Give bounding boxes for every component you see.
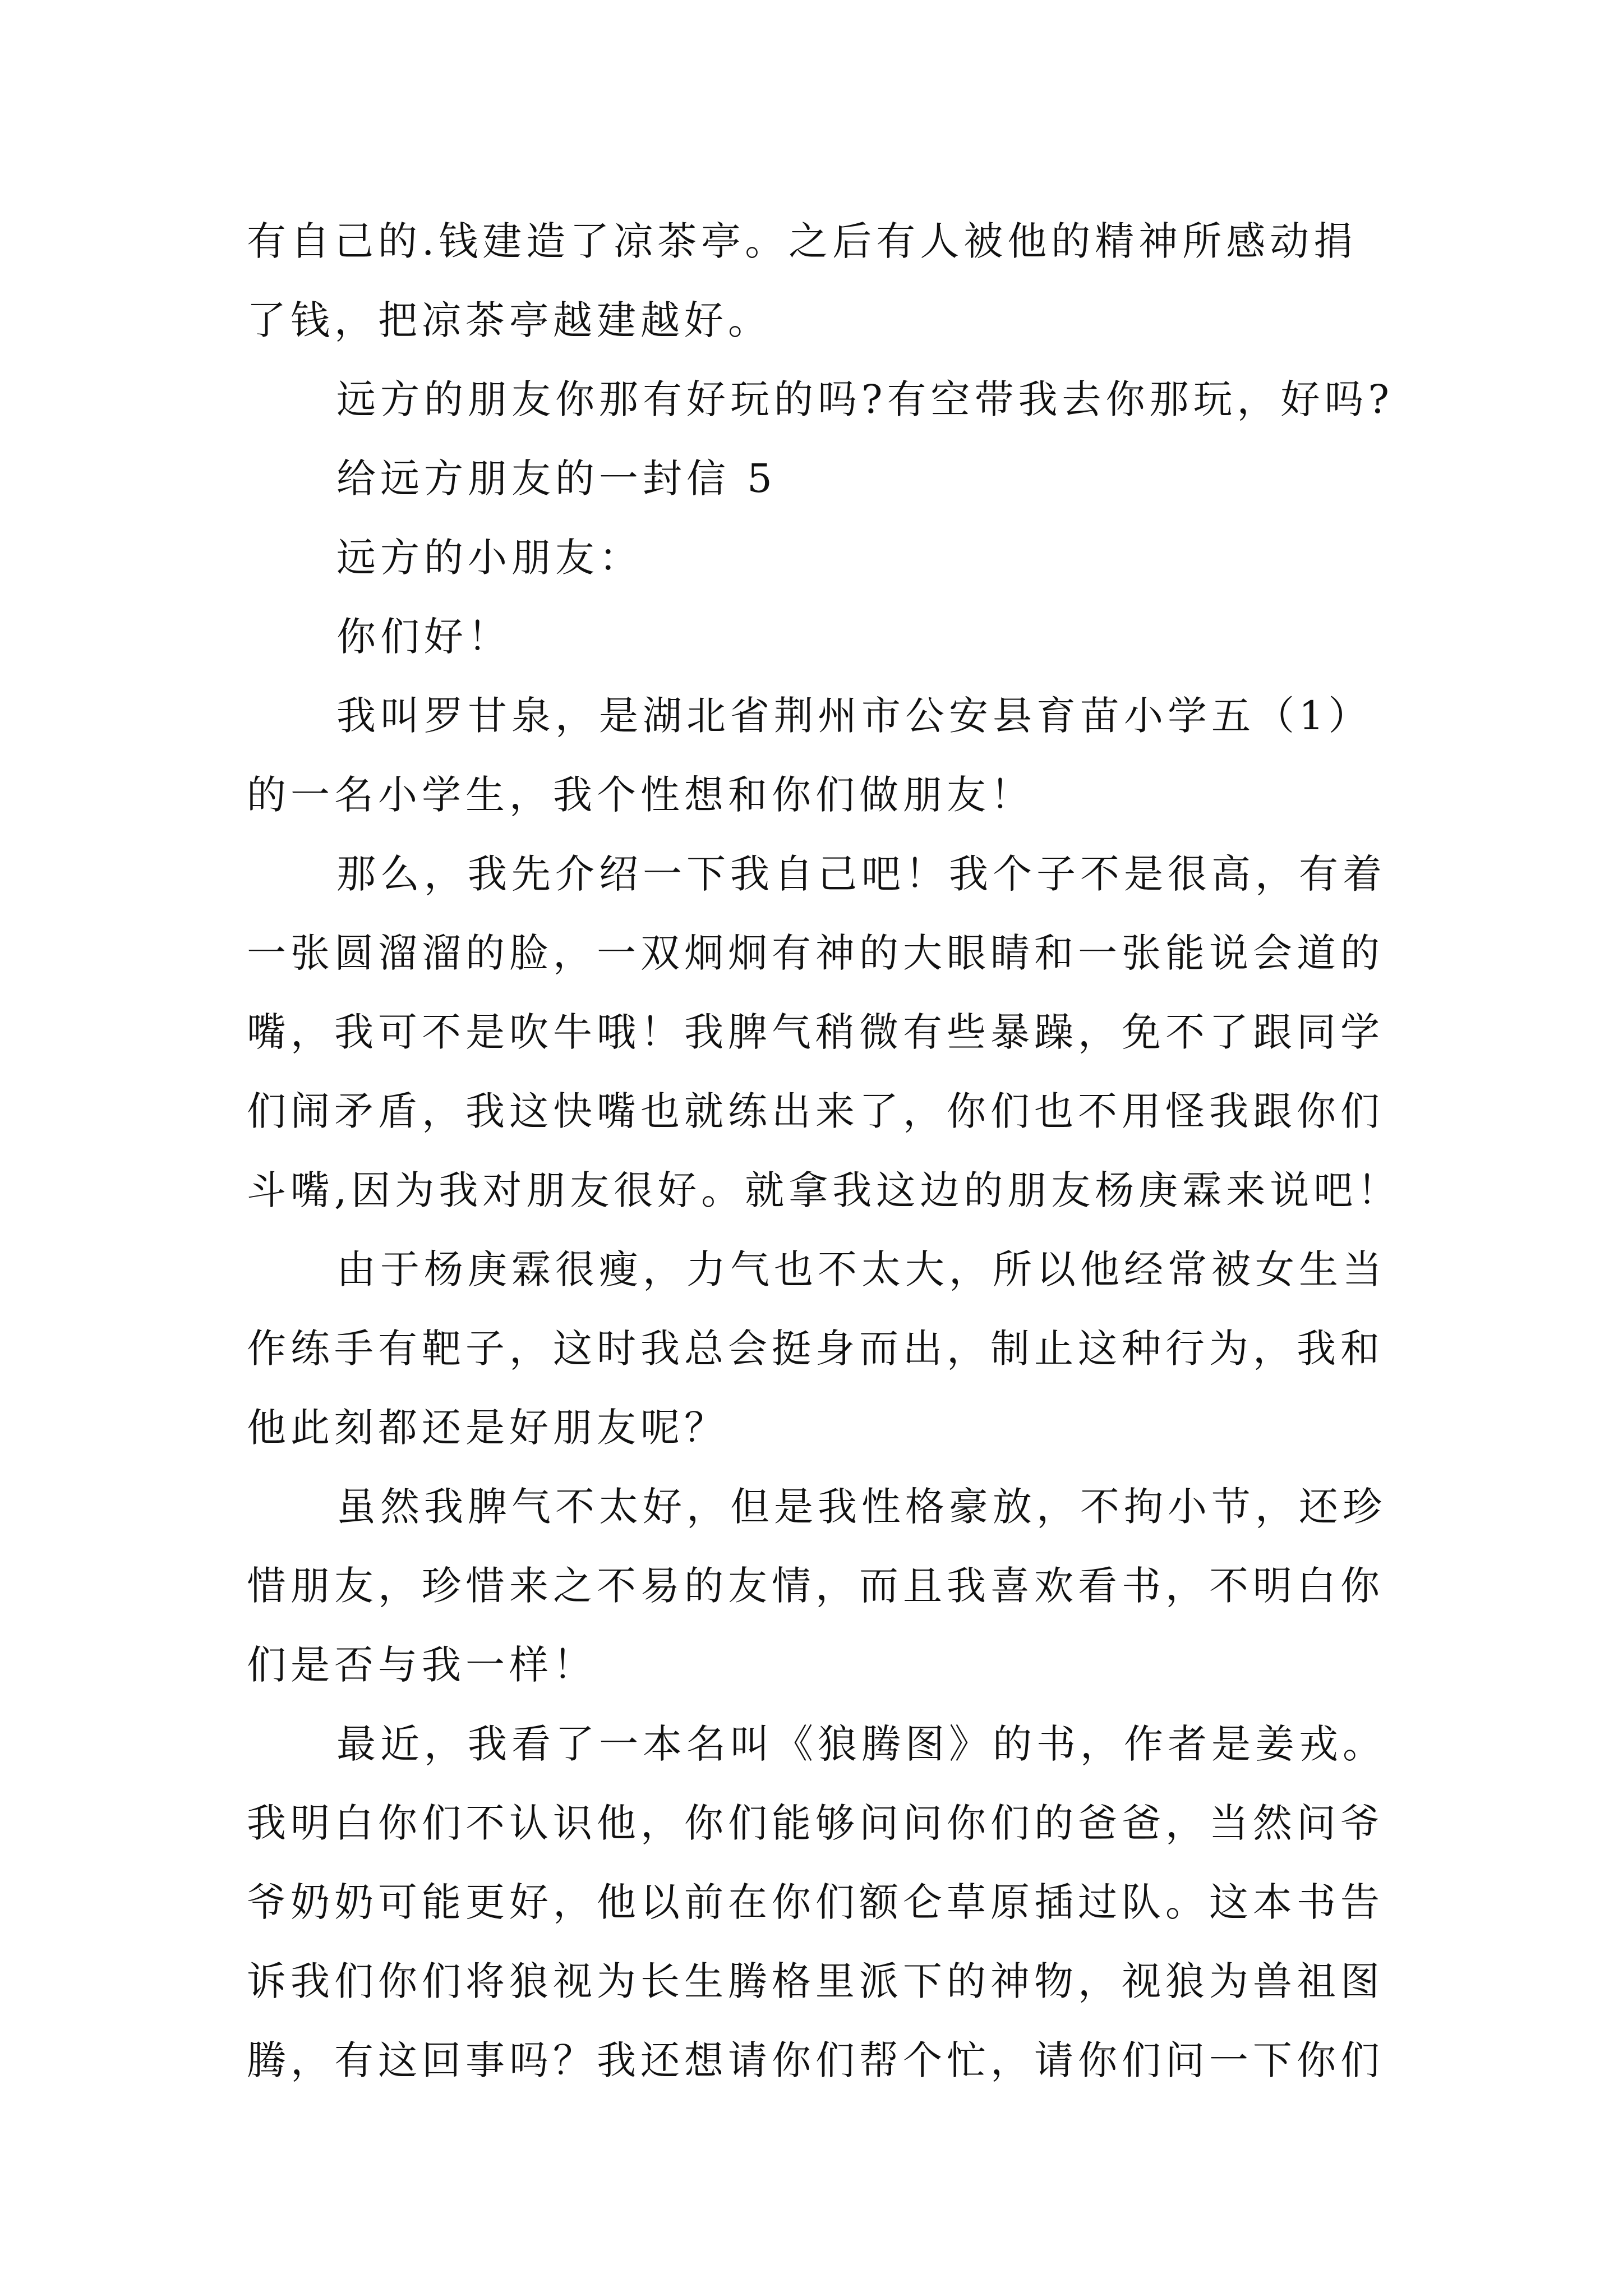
text-line: 们是否与我一样！: [247, 1642, 597, 1688]
text-line: 惜朋友，珍惜来之不易的友情，而且我喜欢看书，不明白你: [247, 1563, 1384, 1609]
text-line: 虽然我脾气不太好，但是我性格豪放，不拘小节，还珍: [336, 1484, 1386, 1530]
text-line: 有自己的.钱建造了凉茶亭。之后有人被他的精神所感动捐: [247, 218, 1358, 264]
text-line: 腾，有这回事吗？我还想请你们帮个忙，请你们问一下你们: [247, 2037, 1384, 2083]
text-line: 了钱，把凉茶亭越建越好。: [247, 297, 772, 343]
text-line: 我叫罗甘泉，是湖北省荆州市公安县育苗小学五（1）: [336, 693, 1372, 739]
text-line: 们闹矛盾，我这快嘴也就练出来了，你们也不用怪我跟你们: [247, 1088, 1384, 1134]
document-body: [247, 202, 1401, 2100]
letter-greeting: 你们好！: [336, 614, 511, 660]
text-line: 作练手有靶子，这时我总会挺身而出，制止这种行为，我和: [247, 1326, 1384, 1372]
text-line: 他此刻都还是好朋友呢？: [247, 1405, 728, 1451]
text-line: 那么，我先介绍一下我自己吧！我个子不是很高，有着: [336, 851, 1386, 897]
section-heading: 给远方朋友的一封信 5: [336, 455, 777, 501]
text-line: 远方的朋友你那有好玩的吗?有空带我去你那玩，好吗?: [336, 376, 1394, 422]
text-line: 我明白你们不认识他，你们能够问问你们的爸爸，当然问爷: [247, 1800, 1384, 1846]
text-line: 诉我们你们将狼视为长生腾格里派下的神物，视狼为兽祖图: [247, 1958, 1384, 2004]
text-line: 斗嘴,因为我对朋友很好。就拿我这边的朋友杨庚霖来说吧！: [247, 1167, 1401, 1213]
text-line: 嘴，我可不是吹牛哦！我脾气稍微有些暴躁，免不了跟同学: [247, 1009, 1384, 1055]
text-line: 最近，我看了一本名叫《狼腾图》的书，作者是姜戎。: [336, 1721, 1386, 1767]
letter-salutation: 远方的小朋友：: [336, 535, 643, 581]
text-line: 爷奶奶可能更好，他以前在你们额仑草原插过队。这本书告: [247, 1879, 1384, 1925]
text-line: 的一名小学生，我个性想和你们做朋友！: [247, 772, 1034, 818]
text-line: 由于杨庚霖很瘦，力气也不太大，所以他经常被女生当: [336, 1246, 1386, 1292]
text-line: 一张圆溜溜的脸，一双炯炯有神的大眼睛和一张能说会道的: [247, 930, 1384, 976]
